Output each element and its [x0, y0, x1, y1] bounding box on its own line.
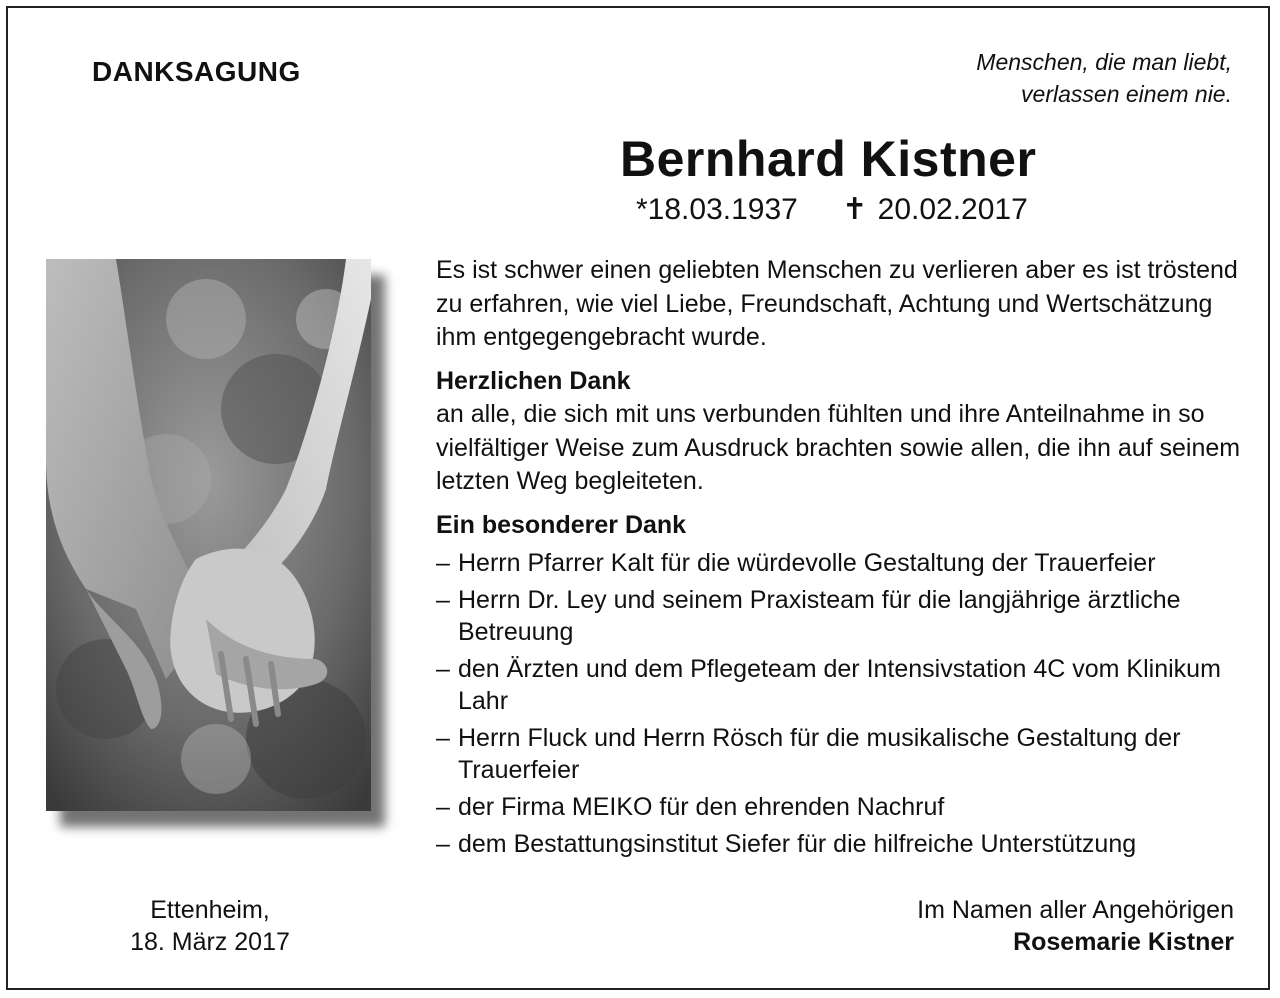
list-item-text: der Firma MEIKO für den ehrenden Nachruf: [458, 793, 945, 821]
deceased-name: Bernhard Kistner: [620, 131, 1037, 187]
list-item-text: Herrn Dr. Ley und seinem Praxisteam für die langjährige ärztliche Betreuung: [458, 586, 1181, 646]
dash-marker: –: [436, 793, 450, 821]
motto-quote: [812, 46, 1232, 110]
place-and-date: [110, 894, 310, 958]
list-item-text: Herrn Fluck und Herrn Rösch für die musikalische Gestaltung der Trauerfeier: [458, 724, 1181, 784]
signature-block: [734, 894, 1234, 958]
intro-paragraph: Es ist schwer einen geliebten Menschen zu verlieren aber es ist tröstend zu erfahren, wie viel Liebe, Freundschaft, Achtung und Wertschätzung ihm entgegengebracht wurde.: [436, 256, 1238, 351]
thanks-paragraph: an alle, die sich mit uns verbunden fühlten und ihre Anteilnahme in so vielfältiger Weise zum Ausdruck brachten sowie allen, die ihn auf seinem letzten Weg begleiteten.: [436, 400, 1241, 495]
motto-line: verlassen einem nie.: [1021, 81, 1232, 107]
dash-marker: –: [436, 549, 450, 577]
place: Ettenheim,: [150, 896, 270, 924]
on-behalf-line: Im Namen aller Angehörigen: [917, 896, 1234, 924]
date: 18. März 2017: [130, 928, 290, 956]
life-dates: [636, 192, 1028, 227]
list-item: [436, 547, 1256, 579]
special-thanks-list: [436, 547, 1256, 860]
list-item-text: Herrn Pfarrer Kalt für die würdevolle Gestaltung der Trauerfeier: [458, 549, 1156, 577]
dash-marker: –: [436, 830, 450, 858]
list-item: [436, 722, 1256, 786]
list-item: [436, 584, 1256, 648]
body-text: [436, 254, 1256, 860]
list-item: [436, 653, 1256, 717]
holding-hands-photo-icon: [46, 259, 371, 811]
list-item: [436, 791, 1256, 823]
motto-line: Menschen, die man liebt,: [976, 49, 1232, 75]
list-item: [436, 828, 1256, 860]
signer-name: Rosemarie Kistner: [1013, 928, 1234, 956]
dash-marker: –: [436, 586, 450, 614]
death-date: ✝ 20.02.2017: [842, 193, 1028, 226]
list-item-text: den Ärzten und dem Pflegeteam der Intensivstation 4C vom Klinikum Lahr: [458, 655, 1221, 715]
holding-hands-photo: [46, 259, 371, 811]
page-heading: DANKSAGUNG: [92, 56, 301, 87]
special-thanks-heading: Ein besonderer Dank: [436, 510, 687, 539]
thanks-heading: Herzlichen Dank: [436, 366, 631, 395]
birth-date: *18.03.1937: [636, 193, 798, 226]
dash-marker: –: [436, 655, 450, 683]
dash-marker: –: [436, 724, 450, 752]
list-item-text: dem Bestattungsinstitut Siefer für die hilfreiche Unterstützung: [458, 830, 1137, 858]
